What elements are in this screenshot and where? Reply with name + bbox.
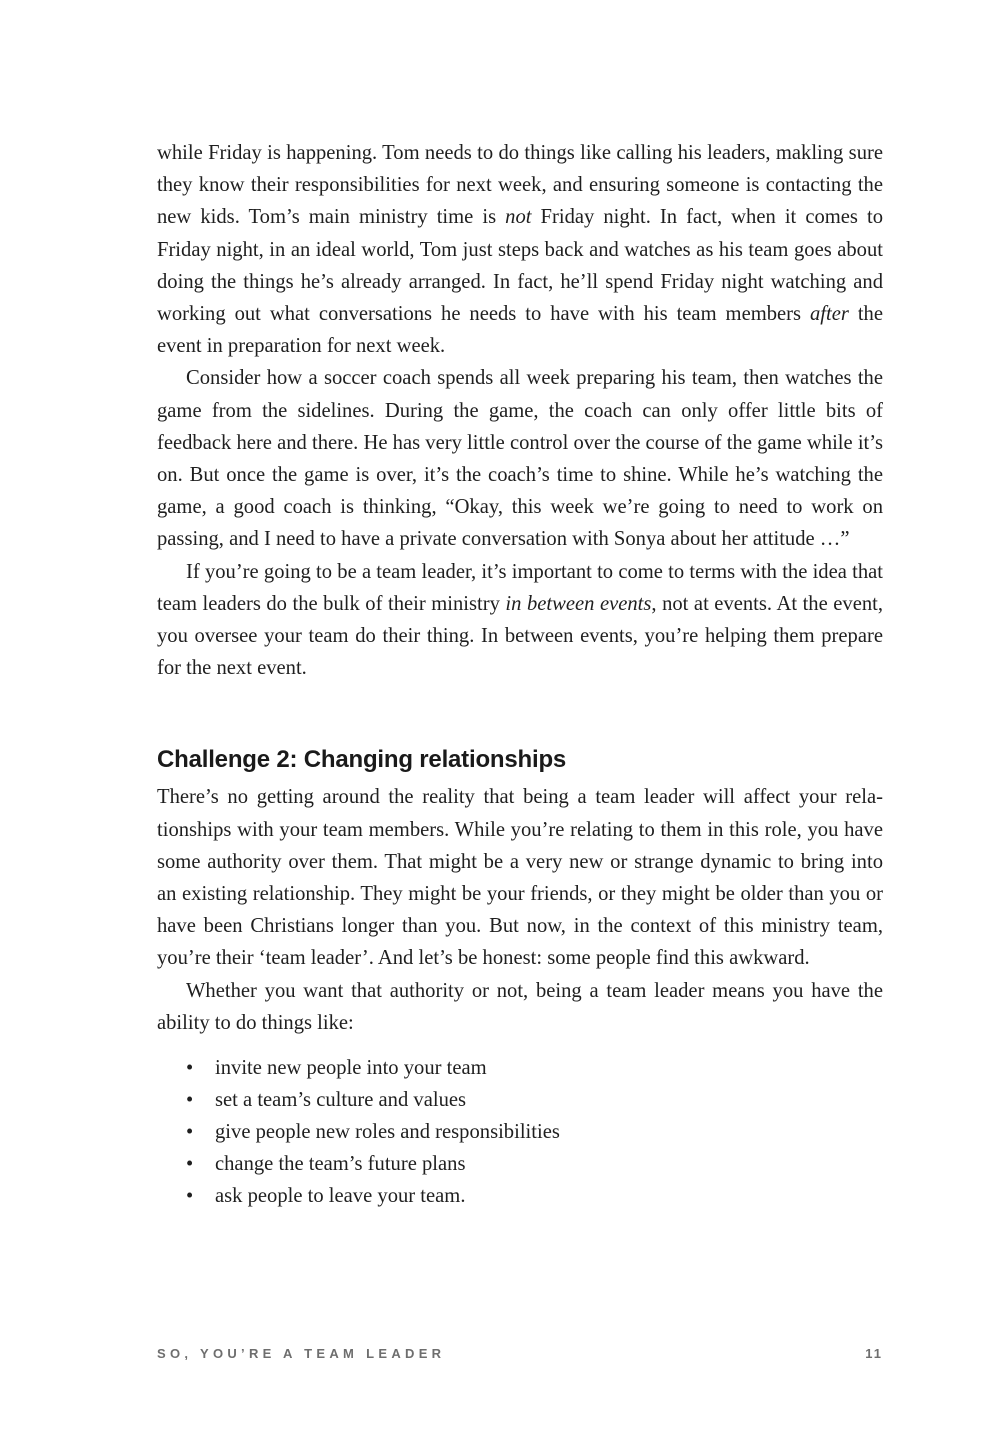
list-item: [157, 1116, 883, 1148]
page-footer: [157, 1346, 883, 1361]
paragraph-5: Whether you want that authority or not, being a team leader means you have the ability to do things like:: [157, 979, 883, 1034]
paragraph-1: [157, 137, 883, 362]
bullet-icon: •: [186, 1089, 194, 1112]
paragraph-3-text-a: If you’re going to be a team leader, it’s important to come to terms with the idea that team leaders do the bulk of their ministry: [157, 560, 883, 615]
bullet-icon: •: [186, 1153, 194, 1176]
paragraph-2: Consider how a soccer coach spends all week preparing his team, then watches the game from the sidelines. During the game, the coach can only offer little bits of feedback here and there. He has very little control over the course of the game while it’s on. But once the game is over, it’s the coach’s time to shine. While he’s watching the game, a good coach is thinking, “Okay, this week we’re going to need to work on passing, and I need to have a private conversation with Sonya about her attitude …”: [157, 367, 883, 551]
paragraph-1-emphasis-after: after: [809, 303, 849, 326]
bullet-list: [157, 1052, 883, 1212]
paragraph-3-text-b: , not at events. At the event, you oversee your team do their thing. In between events, you’re helping them prepare for the next event.: [157, 592, 883, 680]
page-number: 11: [865, 1346, 883, 1361]
paragraph-4: There’s no getting around the reality that being a team leader will affect your relationships with your team members. While you’re relating to them in this role, you have some authority over them. That might be a very new or strange dynamic to bring into an existing relationship. They might be your friends, or they might be older than you or have been Christians longer than you. But now, in the context of this ministry team, you’re their ‘team leader’. And let’s be honest: some people find this awkward.: [157, 786, 883, 970]
bullet-icon: •: [186, 1057, 194, 1080]
list-item: [157, 1180, 883, 1212]
section-heading: Challenge 2: Changing relationships: [157, 746, 567, 774]
running-title: SO, YOU’RE A TEAM LEADER: [157, 1346, 446, 1361]
list-item: [157, 1084, 883, 1116]
paragraph-1-text-a: while Friday is happening. Tom needs to do things like calling his leaders, makling sure they know their responsibilities for next week, and ensuring someone is contacting the new kids. Tom’s main ministry time is: [157, 142, 883, 229]
list-item-text: give people new roles and responsibilities: [215, 1121, 560, 1144]
list-item-text: change the team’s future plans: [215, 1153, 466, 1176]
paragraph-1-text-b: Friday night. In fact, when it comes to Friday night, in an ideal world, Tom just steps back and watches as his team goes about doing the things he’s already arranged. In fact, he’ll spend Friday night watching and working out what conversations he needs to have with his team members: [157, 206, 884, 326]
bullet-icon: •: [186, 1185, 194, 1208]
list-item: [157, 1052, 883, 1084]
list-item: [157, 1148, 883, 1180]
paragraph-3: [157, 556, 883, 685]
list-item-text: invite new people into your team: [215, 1057, 487, 1080]
list-item-text: ask people to leave your team.: [215, 1185, 466, 1208]
paragraph-3-emphasis: in between events: [505, 592, 652, 615]
list-item-text: set a team’s culture and values: [215, 1089, 467, 1112]
bullet-icon: •: [186, 1121, 194, 1144]
paragraph-1-text-c: the event in preparation for next week.: [157, 303, 883, 358]
page-content: [157, 137, 883, 1212]
section-spacer: [157, 684, 883, 744]
paragraph-1-emphasis-not: not: [505, 206, 532, 229]
